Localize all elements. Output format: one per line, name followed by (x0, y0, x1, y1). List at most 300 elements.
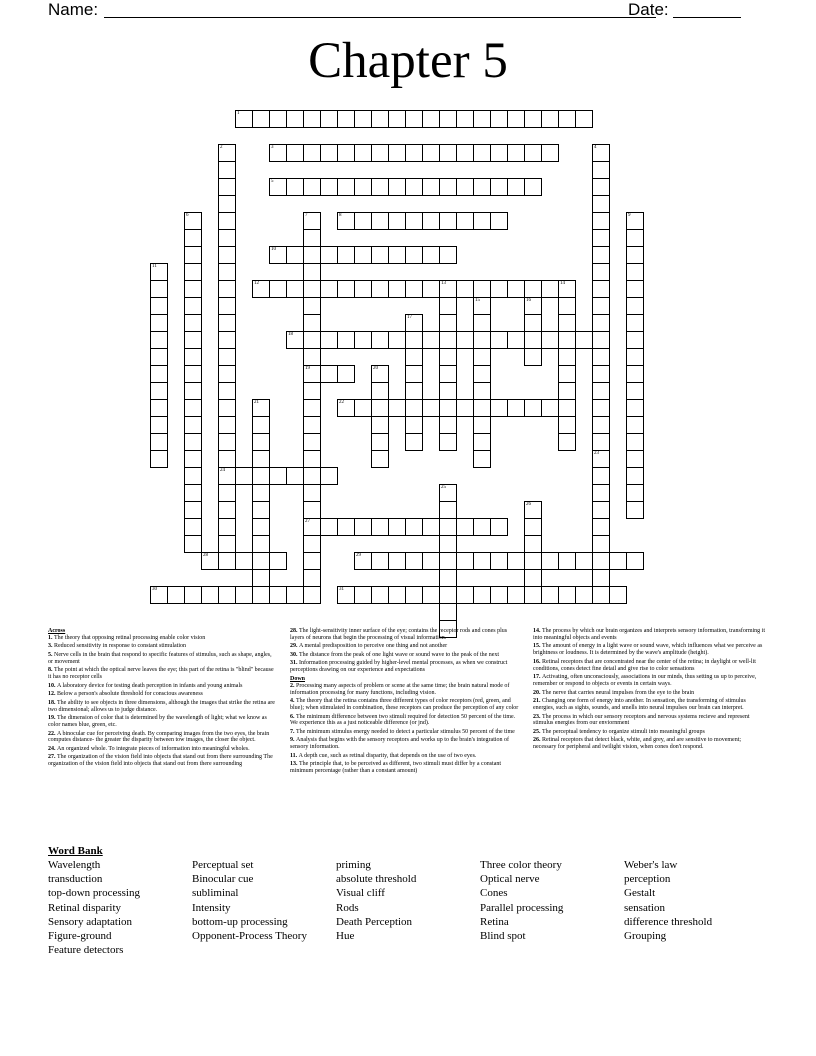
grid-cell[interactable] (490, 399, 508, 417)
grid-cell[interactable] (473, 552, 491, 570)
grid-cell[interactable] (439, 365, 457, 383)
grid-cell[interactable] (320, 518, 338, 536)
grid-cell[interactable] (541, 144, 559, 162)
grid-cell[interactable] (320, 467, 338, 485)
grid-cell[interactable] (303, 229, 321, 247)
grid-cell[interactable] (592, 263, 610, 281)
grid-cell[interactable] (218, 297, 236, 315)
grid-cell[interactable] (541, 399, 559, 417)
grid-cell[interactable] (218, 331, 236, 349)
grid-cell[interactable] (184, 263, 202, 281)
grid-cell[interactable] (218, 195, 236, 213)
grid-cell[interactable] (439, 314, 457, 332)
grid-cell[interactable] (303, 331, 321, 349)
grid-cell[interactable] (456, 212, 474, 230)
grid-cell[interactable] (354, 586, 372, 604)
grid-cell[interactable] (184, 314, 202, 332)
grid-cell[interactable] (371, 552, 389, 570)
grid-cell[interactable] (303, 535, 321, 553)
grid-cell[interactable] (269, 552, 287, 570)
grid-cell[interactable] (626, 331, 644, 349)
grid-cell[interactable] (184, 433, 202, 451)
grid-cell[interactable] (490, 518, 508, 536)
grid-cell[interactable] (456, 331, 474, 349)
grid-cell[interactable] (439, 518, 457, 536)
grid-cell[interactable] (473, 433, 491, 451)
grid-cell[interactable] (524, 331, 542, 349)
grid-cell[interactable] (405, 416, 423, 434)
grid-cell[interactable] (507, 178, 525, 196)
grid-cell[interactable] (252, 586, 270, 604)
grid-cell[interactable] (371, 331, 389, 349)
grid-cell[interactable] (184, 484, 202, 502)
grid-cell[interactable] (371, 212, 389, 230)
grid-cell[interactable] (405, 144, 423, 162)
grid-cell[interactable] (507, 552, 525, 570)
grid-cell[interactable] (541, 552, 559, 570)
grid-cell[interactable] (558, 382, 576, 400)
grid-cell[interactable] (626, 552, 644, 570)
grid-cell[interactable] (592, 161, 610, 179)
grid-cell[interactable] (337, 110, 355, 128)
grid-cell[interactable] (167, 586, 185, 604)
grid-cell[interactable] (592, 382, 610, 400)
grid-cell[interactable] (150, 450, 168, 468)
grid-cell[interactable] (592, 365, 610, 383)
grid-cell[interactable] (592, 552, 610, 570)
grid-cell[interactable] (218, 178, 236, 196)
grid-cell[interactable] (218, 161, 236, 179)
grid-cell[interactable] (473, 348, 491, 366)
grid-cell[interactable] (303, 416, 321, 434)
grid-cell[interactable] (405, 331, 423, 349)
grid-cell[interactable] (592, 246, 610, 264)
grid-cell[interactable] (439, 433, 457, 451)
grid-cell[interactable] (303, 433, 321, 451)
grid-cell[interactable] (626, 229, 644, 247)
grid-cell[interactable] (218, 552, 236, 570)
grid-cell[interactable] (354, 246, 372, 264)
grid-cell[interactable] (303, 569, 321, 587)
grid-cell[interactable] (422, 246, 440, 264)
grid-cell[interactable] (439, 348, 457, 366)
grid-cell[interactable] (218, 586, 236, 604)
grid-cell[interactable] (388, 110, 406, 128)
grid-cell[interactable] (218, 416, 236, 434)
grid-cell[interactable] (422, 518, 440, 536)
grid-cell[interactable] (524, 348, 542, 366)
grid-cell[interactable] (439, 569, 457, 587)
grid-cell[interactable] (337, 331, 355, 349)
grid-cell[interactable] (235, 552, 253, 570)
grid-cell[interactable] (354, 399, 372, 417)
grid-cell[interactable] (490, 178, 508, 196)
grid-cell[interactable] (592, 467, 610, 485)
grid-cell[interactable] (150, 314, 168, 332)
grid-cell[interactable] (337, 280, 355, 298)
grid-cell[interactable] (456, 178, 474, 196)
grid-cell[interactable] (303, 110, 321, 128)
grid-cell[interactable] (405, 365, 423, 383)
grid-cell[interactable] (354, 518, 372, 536)
grid-cell[interactable] (371, 399, 389, 417)
grid-cell[interactable] (524, 144, 542, 162)
grid-cell[interactable] (388, 280, 406, 298)
grid-cell[interactable] (218, 263, 236, 281)
grid-cell[interactable] (337, 144, 355, 162)
grid-cell[interactable] (184, 331, 202, 349)
grid-cell[interactable] (388, 331, 406, 349)
grid-cell[interactable] (252, 110, 270, 128)
grid-cell[interactable] (303, 297, 321, 315)
grid-cell[interactable] (269, 280, 287, 298)
grid-cell[interactable] (609, 552, 627, 570)
grid-cell[interactable] (541, 586, 559, 604)
grid-cell[interactable] (218, 246, 236, 264)
grid-cell[interactable] (456, 399, 474, 417)
grid-cell[interactable] (422, 110, 440, 128)
grid-cell[interactable] (218, 348, 236, 366)
grid-cell[interactable] (150, 399, 168, 417)
grid-cell[interactable] (524, 569, 542, 587)
grid-cell[interactable] (626, 263, 644, 281)
grid-cell[interactable] (558, 348, 576, 366)
grid-cell[interactable] (303, 501, 321, 519)
grid-cell[interactable] (507, 110, 525, 128)
grid-cell[interactable] (592, 399, 610, 417)
grid-cell[interactable] (473, 314, 491, 332)
grid-cell[interactable] (286, 586, 304, 604)
grid-cell[interactable] (626, 365, 644, 383)
grid-cell[interactable] (456, 144, 474, 162)
grid-cell[interactable] (388, 144, 406, 162)
grid-cell[interactable] (439, 586, 457, 604)
grid-cell[interactable] (218, 518, 236, 536)
grid-cell[interactable] (184, 365, 202, 383)
grid-cell[interactable] (320, 246, 338, 264)
grid-cell[interactable] (184, 229, 202, 247)
grid-cell[interactable] (218, 280, 236, 298)
grid-cell[interactable] (490, 586, 508, 604)
grid-cell[interactable] (252, 552, 270, 570)
grid-cell[interactable] (524, 535, 542, 553)
grid-cell[interactable] (269, 586, 287, 604)
grid-cell[interactable] (473, 280, 491, 298)
grid-cell[interactable] (252, 569, 270, 587)
grid-cell[interactable] (388, 399, 406, 417)
grid-cell[interactable] (150, 280, 168, 298)
grid-cell[interactable] (592, 229, 610, 247)
grid-cell[interactable] (320, 365, 338, 383)
grid-cell[interactable] (439, 501, 457, 519)
grid-cell[interactable] (184, 297, 202, 315)
grid-cell[interactable] (439, 246, 457, 264)
grid-cell[interactable] (626, 450, 644, 468)
grid-cell[interactable] (405, 518, 423, 536)
grid-cell[interactable] (592, 416, 610, 434)
grid-cell[interactable] (473, 586, 491, 604)
grid-cell[interactable] (439, 603, 457, 621)
grid-cell[interactable] (592, 586, 610, 604)
grid-cell[interactable] (558, 110, 576, 128)
grid-cell[interactable] (405, 246, 423, 264)
grid-cell[interactable] (422, 399, 440, 417)
grid-cell[interactable] (592, 297, 610, 315)
grid-cell[interactable] (286, 110, 304, 128)
grid-cell[interactable] (303, 263, 321, 281)
grid-cell[interactable] (303, 450, 321, 468)
grid-cell[interactable] (456, 518, 474, 536)
grid-cell[interactable] (507, 331, 525, 349)
grid-cell[interactable] (354, 110, 372, 128)
grid-cell[interactable] (388, 178, 406, 196)
grid-cell[interactable] (422, 280, 440, 298)
grid-cell[interactable] (439, 110, 457, 128)
grid-cell[interactable] (473, 331, 491, 349)
grid-cell[interactable] (252, 501, 270, 519)
grid-cell[interactable] (405, 552, 423, 570)
grid-cell[interactable] (218, 450, 236, 468)
grid-cell[interactable] (150, 331, 168, 349)
grid-cell[interactable] (150, 365, 168, 383)
grid-cell[interactable] (405, 399, 423, 417)
grid-cell[interactable] (303, 178, 321, 196)
grid-cell[interactable] (320, 178, 338, 196)
grid-cell[interactable] (150, 297, 168, 315)
grid-cell[interactable] (320, 110, 338, 128)
grid-cell[interactable] (303, 586, 321, 604)
grid-cell[interactable] (558, 365, 576, 383)
grid-cell[interactable] (320, 280, 338, 298)
grid-cell[interactable] (354, 331, 372, 349)
grid-cell[interactable] (371, 178, 389, 196)
grid-cell[interactable] (218, 382, 236, 400)
grid-cell[interactable] (371, 518, 389, 536)
grid-cell[interactable] (184, 399, 202, 417)
grid-cell[interactable] (524, 314, 542, 332)
grid-cell[interactable] (388, 552, 406, 570)
grid-cell[interactable] (592, 280, 610, 298)
grid-cell[interactable] (320, 331, 338, 349)
grid-cell[interactable] (439, 178, 457, 196)
grid-cell[interactable] (218, 365, 236, 383)
grid-cell[interactable] (439, 297, 457, 315)
grid-cell[interactable] (524, 399, 542, 417)
grid-cell[interactable] (184, 348, 202, 366)
grid-cell[interactable] (218, 535, 236, 553)
grid-cell[interactable] (269, 467, 287, 485)
grid-cell[interactable] (592, 433, 610, 451)
grid-cell[interactable] (286, 246, 304, 264)
grid-cell[interactable] (201, 586, 219, 604)
grid-cell[interactable] (422, 586, 440, 604)
grid-cell[interactable] (320, 144, 338, 162)
grid-cell[interactable] (422, 212, 440, 230)
grid-cell[interactable] (184, 501, 202, 519)
grid-cell[interactable] (626, 399, 644, 417)
grid-cell[interactable] (490, 552, 508, 570)
grid-cell[interactable] (473, 399, 491, 417)
grid-cell[interactable] (184, 586, 202, 604)
grid-cell[interactable] (524, 586, 542, 604)
grid-cell[interactable] (626, 416, 644, 434)
grid-cell[interactable] (303, 484, 321, 502)
grid-cell[interactable] (592, 484, 610, 502)
grid-cell[interactable] (184, 518, 202, 536)
grid-cell[interactable] (422, 552, 440, 570)
grid-cell[interactable] (439, 212, 457, 230)
grid-cell[interactable] (371, 586, 389, 604)
grid-cell[interactable] (473, 518, 491, 536)
grid-cell[interactable] (490, 144, 508, 162)
grid-cell[interactable] (592, 501, 610, 519)
grid-cell[interactable] (405, 586, 423, 604)
grid-cell[interactable] (218, 399, 236, 417)
grid-cell[interactable] (558, 314, 576, 332)
grid-cell[interactable] (354, 280, 372, 298)
grid-cell[interactable] (218, 433, 236, 451)
grid-cell[interactable] (303, 467, 321, 485)
grid-cell[interactable] (507, 280, 525, 298)
grid-cell[interactable] (439, 144, 457, 162)
grid-cell[interactable] (303, 399, 321, 417)
grid-cell[interactable] (575, 552, 593, 570)
grid-cell[interactable] (371, 382, 389, 400)
grid-cell[interactable] (575, 110, 593, 128)
grid-cell[interactable] (558, 297, 576, 315)
grid-cell[interactable] (405, 178, 423, 196)
grid-cell[interactable] (388, 246, 406, 264)
grid-cell[interactable] (252, 433, 270, 451)
grid-cell[interactable] (592, 569, 610, 587)
grid-cell[interactable] (371, 110, 389, 128)
grid-cell[interactable] (490, 110, 508, 128)
grid-cell[interactable] (575, 331, 593, 349)
grid-cell[interactable] (524, 178, 542, 196)
grid-cell[interactable] (473, 416, 491, 434)
grid-cell[interactable] (371, 433, 389, 451)
grid-cell[interactable] (558, 586, 576, 604)
grid-cell[interactable] (405, 212, 423, 230)
grid-cell[interactable] (626, 433, 644, 451)
grid-cell[interactable] (303, 280, 321, 298)
grid-cell[interactable] (218, 484, 236, 502)
grid-cell[interactable] (524, 280, 542, 298)
grid-cell[interactable] (184, 416, 202, 434)
grid-cell[interactable] (558, 433, 576, 451)
grid-cell[interactable] (473, 365, 491, 383)
grid-cell[interactable] (354, 178, 372, 196)
grid-cell[interactable] (235, 467, 253, 485)
grid-cell[interactable] (490, 212, 508, 230)
grid-cell[interactable] (184, 467, 202, 485)
grid-cell[interactable] (592, 178, 610, 196)
grid-cell[interactable] (439, 331, 457, 349)
grid-cell[interactable] (575, 586, 593, 604)
grid-cell[interactable] (626, 246, 644, 264)
grid-cell[interactable] (541, 331, 559, 349)
grid-cell[interactable] (371, 416, 389, 434)
grid-cell[interactable] (439, 416, 457, 434)
grid-cell[interactable] (184, 535, 202, 553)
grid-cell[interactable] (592, 212, 610, 230)
grid-cell[interactable] (558, 399, 576, 417)
grid-cell[interactable] (388, 212, 406, 230)
grid-cell[interactable] (337, 246, 355, 264)
grid-cell[interactable] (592, 518, 610, 536)
grid-cell[interactable] (592, 314, 610, 332)
grid-cell[interactable] (558, 552, 576, 570)
grid-cell[interactable] (626, 280, 644, 298)
grid-cell[interactable] (235, 586, 253, 604)
grid-cell[interactable] (371, 450, 389, 468)
grid-cell[interactable] (269, 110, 287, 128)
grid-cell[interactable] (184, 450, 202, 468)
grid-cell[interactable] (286, 144, 304, 162)
grid-cell[interactable] (184, 280, 202, 298)
grid-cell[interactable] (303, 144, 321, 162)
grid-cell[interactable] (252, 450, 270, 468)
grid-cell[interactable] (592, 195, 610, 213)
grid-cell[interactable] (456, 110, 474, 128)
grid-cell[interactable] (626, 314, 644, 332)
grid-cell[interactable] (405, 110, 423, 128)
grid-cell[interactable] (490, 280, 508, 298)
grid-cell[interactable] (405, 382, 423, 400)
grid-cell[interactable] (150, 348, 168, 366)
grid-cell[interactable] (218, 314, 236, 332)
grid-cell[interactable] (337, 178, 355, 196)
grid-cell[interactable] (150, 382, 168, 400)
grid-cell[interactable] (218, 501, 236, 519)
grid-cell[interactable] (439, 535, 457, 553)
grid-cell[interactable] (303, 382, 321, 400)
grid-cell[interactable] (337, 365, 355, 383)
grid-cell[interactable] (218, 229, 236, 247)
grid-cell[interactable] (150, 416, 168, 434)
grid-cell[interactable] (609, 586, 627, 604)
grid-cell[interactable] (473, 178, 491, 196)
grid-cell[interactable] (541, 110, 559, 128)
grid-cell[interactable] (558, 331, 576, 349)
grid-cell[interactable] (184, 246, 202, 264)
grid-cell[interactable] (558, 416, 576, 434)
grid-cell[interactable] (507, 399, 525, 417)
grid-cell[interactable] (422, 331, 440, 349)
grid-cell[interactable] (456, 280, 474, 298)
grid-cell[interactable] (524, 518, 542, 536)
grid-cell[interactable] (541, 280, 559, 298)
grid-cell[interactable] (354, 144, 372, 162)
grid-cell[interactable] (592, 331, 610, 349)
grid-cell[interactable] (150, 433, 168, 451)
grid-cell[interactable] (473, 212, 491, 230)
grid-cell[interactable] (252, 416, 270, 434)
grid-cell[interactable] (388, 518, 406, 536)
grid-cell[interactable] (626, 484, 644, 502)
grid-cell[interactable] (371, 280, 389, 298)
grid-cell[interactable] (252, 484, 270, 502)
grid-cell[interactable] (626, 348, 644, 366)
grid-cell[interactable] (439, 399, 457, 417)
grid-cell[interactable] (473, 382, 491, 400)
grid-cell[interactable] (422, 144, 440, 162)
grid-cell[interactable] (405, 280, 423, 298)
grid-cell[interactable] (252, 467, 270, 485)
grid-cell[interactable] (388, 586, 406, 604)
grid-cell[interactable] (524, 552, 542, 570)
grid-cell[interactable] (303, 246, 321, 264)
